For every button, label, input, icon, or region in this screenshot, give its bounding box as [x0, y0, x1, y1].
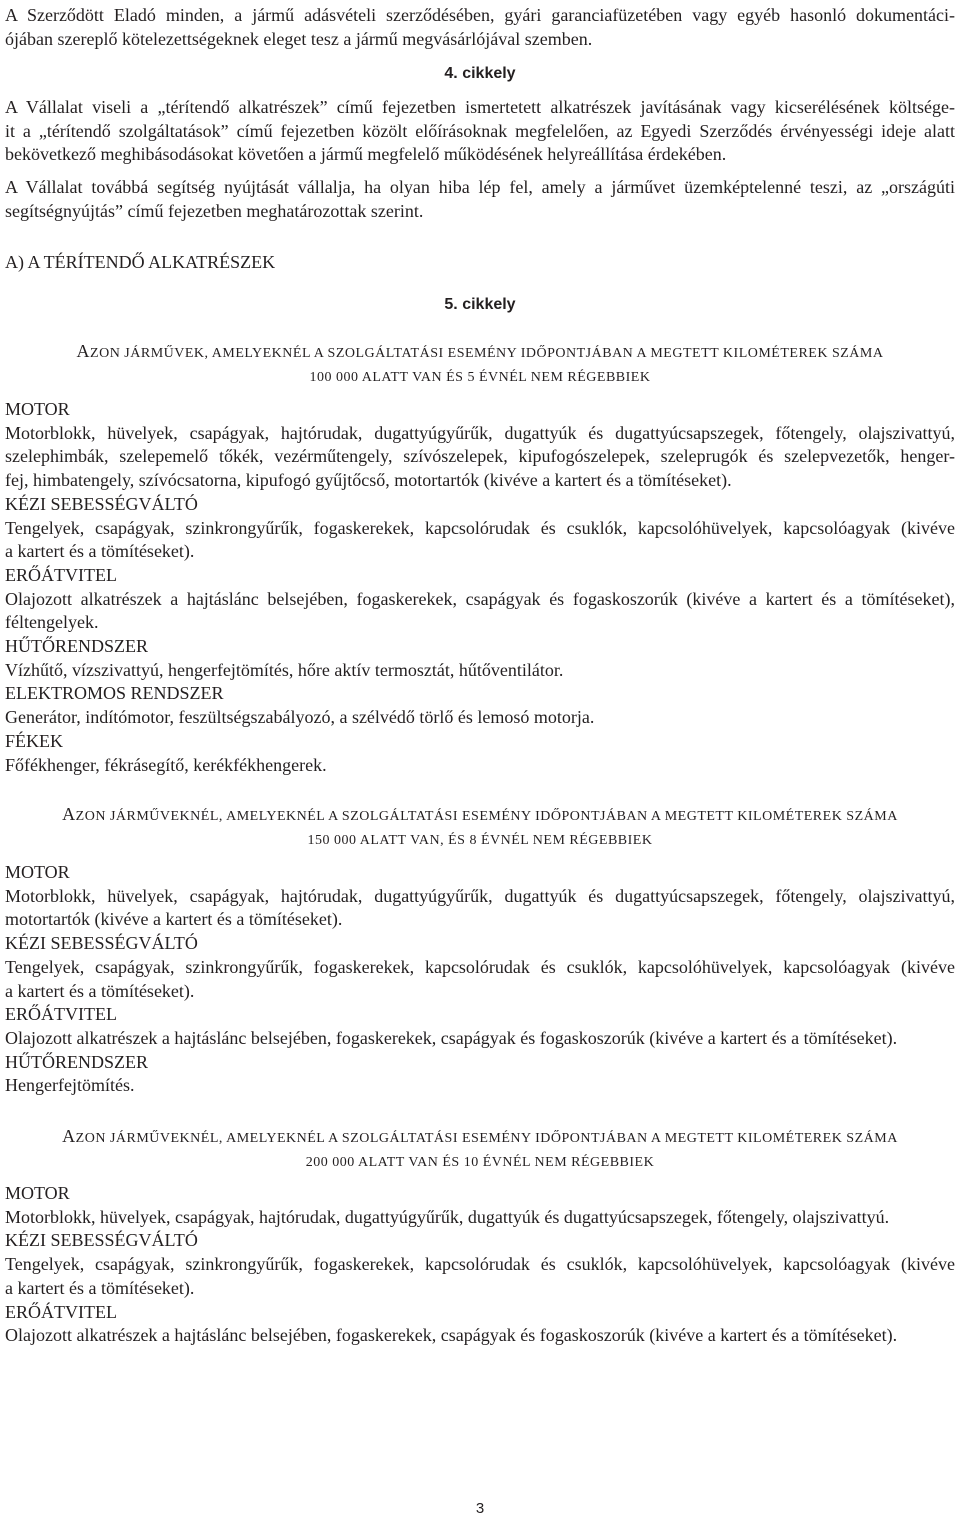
- category-text-line: a kartert és a tömítéseket).: [5, 1277, 195, 1298]
- paragraph-line: ójában szereplő kötelezettségeknek eleget tesz a jármű megvásárlójával szemben.: [5, 28, 593, 49]
- group-1-parts-list: [5, 398, 955, 777]
- category-heading: ERŐÁTVITEL: [5, 564, 117, 585]
- category-text-line: Motorblokk, hüvelyek, csapágyak, hajtórudak, dugattyúgyűrűk, dugattyúk és dugattyúcsapszegek, főtengely, olajszivattyú,: [5, 885, 955, 906]
- group-2-parts-list: [5, 861, 955, 1098]
- category-cooling-system: [5, 635, 955, 682]
- intro-paragraph: [5, 4, 955, 51]
- category-heading: KÉZI SEBESSÉGVÁLTÓ: [5, 1230, 198, 1251]
- condition-line: 200 000 ALATT VAN ÉS 10 ÉVNÉL NEM RÉGEBBIEK: [305, 1154, 655, 1170]
- category-text-line: Tengelyek, csapágyak, szinkrongyűrűk, fogaskerekek, kapcsolórudak és csuklók, kapcsolóhüvelyek, kapcsolóagyak (kivéve: [5, 1254, 955, 1275]
- section-a-heading: A) A TÉRÍTENDŐ ALKATRÉSZEK: [5, 252, 276, 272]
- category-heading: MOTOR: [5, 862, 70, 882]
- category-heading: MOTOR: [5, 1183, 70, 1203]
- category-text-line: Tengelyek, csapágyak, szinkrongyűrűk, fogaskerekek, kapcsolórudak és csuklók, kapcsolóhüvelyek, kapcsolóagyak (kivéve: [5, 517, 955, 538]
- group-2-condition: [5, 803, 955, 852]
- category-heading: HŰTŐRENDSZER: [5, 1051, 148, 1072]
- article-4-paragraph-2: [5, 176, 955, 223]
- category-motor: [5, 398, 955, 493]
- category-text-line: Vízhűtő, vízszivattyú, hengerfejtömítés, hőre aktív termosztát, hűtőventilátor.: [5, 659, 564, 680]
- category-motor: [5, 1182, 955, 1229]
- condition-line: 150 000 ALATT VAN, ÉS 8 ÉVNÉL NEM RÉGEBBIEK: [307, 832, 653, 848]
- page-number: 3: [475, 1500, 485, 1517]
- category-text-line: Generátor, indítómotor, feszültségszabályozó, a szélvédő törlő és lemosó motorja.: [5, 707, 595, 728]
- category-drivetrain: [5, 564, 955, 635]
- category-text-line: Tengelyek, csapágyak, szinkrongyűrűk, fogaskerekek, kapcsolórudak és csuklók, kapcsolóhüvelyek, kapcsolóagyak (kivéve: [5, 956, 955, 977]
- category-drivetrain: [5, 1003, 955, 1050]
- category-text-line: a kartert és a tömítéseket).: [5, 980, 195, 1001]
- paragraph-line: segítségnyújtás” című fejezetben meghatározottak szerint.: [5, 200, 424, 221]
- category-text-line: féltengelyek.: [5, 612, 99, 633]
- paragraph-line: it a „térítendő szolgáltatások” című fejezetben közölt előírásoknak megfelelően, az Egyedi Szerződés érvényességi ideje alatt: [5, 120, 955, 141]
- category-cooling-system: [5, 1051, 955, 1098]
- category-manual-gearbox: [5, 1229, 955, 1300]
- paragraph-line: A Vállalat viseli a „térítendő alkatrészek” című fejezetben ismertetett alkatrészek javításának vagy kicserélésének költsége-: [5, 97, 955, 117]
- category-text-line: a kartert és a tömítéseket).: [5, 541, 195, 562]
- category-text-line: fej, himbatengely, szívócsatorna, kipufogó gyűjtőcső, motortartók (kivéve a kartert és a tömítéseket).: [5, 470, 732, 491]
- paragraph-line: A Vállalat továbbá segítség nyújtását vállalja, ha olyan hiba lép fel, amely a járművet üzemképtelenné teszi, az „országúti: [5, 177, 955, 197]
- category-text-line: szelephimbák, szelepemelő tőkék, vezérműtengely, szívószelepek, kipufogószelepek, szeleprugók és szelepvezetők, henger-: [5, 446, 955, 467]
- condition-line: 100 000 ALATT VAN ÉS 5 ÉVNÉL NEM RÉGEBBIEK: [309, 369, 651, 385]
- category-text-line: Hengerfejtömítés.: [5, 1075, 135, 1096]
- category-drivetrain: [5, 1301, 955, 1348]
- paragraph-line: A Szerződött Eladó minden, a jármű adásvételi szerződésében, gyári garanciafüzetében vagy egyéb hasonló dokumentáci-: [5, 5, 955, 25]
- category-heading: MOTOR: [5, 399, 70, 419]
- category-brakes: [5, 730, 955, 777]
- category-heading: KÉZI SEBESSÉGVÁLTÓ: [5, 933, 198, 954]
- category-text-line: Olajozott alkatrészek a hajtáslánc belsejében, fogaskerekek, csapágyak és fogaskoszorúk (kivéve a kartert és a tömítéseket).: [5, 1325, 898, 1346]
- condition-line: AZON JÁRMŰVEKNÉL, AMELYEKNÉL A SZOLGÁLTATÁSI ESEMÉNY IDŐPONTJÁBAN A MEGTETT KILOMÉTEREK SZÁMA: [62, 1126, 898, 1146]
- article-4-title: 4. cikkely: [444, 65, 516, 82]
- condition-line: AZON JÁRMŰVEK, AMELYEKNÉL A SZOLGÁLTATÁSI ESEMÉNY IDŐPONTJÁBAN A MEGTETT KILOMÉTEREK SZÁMA: [76, 341, 884, 361]
- category-text-line: Olajozott alkatrészek a hajtáslánc belsejében, fogaskerekek, csapágyak és fogaskoszorúk (kivéve a kartert és a tömítéseket).: [5, 1027, 898, 1048]
- category-manual-gearbox: [5, 932, 955, 1003]
- category-heading: ELEKTROMOS RENDSZER: [5, 683, 224, 704]
- group-1-condition: [5, 340, 955, 389]
- category-heading: HŰTŐRENDSZER: [5, 636, 148, 657]
- category-electrical-system: [5, 682, 955, 729]
- article-4-paragraph-1: [5, 96, 955, 167]
- paragraph-line: bekövetkező meghibásodásokat követően a jármű megfelelő működésének helyreállítása érdekében.: [5, 144, 727, 165]
- category-heading: KÉZI SEBESSÉGVÁLTÓ: [5, 493, 198, 514]
- category-text-line: Motorblokk, hüvelyek, csapágyak, hajtórudak, dugattyúgyűrűk, dugattyúk és dugattyúcsapszegek, főtengely, olajszivattyú.: [5, 1206, 890, 1227]
- category-manual-gearbox: [5, 493, 955, 564]
- category-motor: [5, 861, 955, 932]
- article-5-title: 5. cikkely: [444, 296, 516, 313]
- condition-line: AZON JÁRMŰVEKNÉL, AMELYEKNÉL A SZOLGÁLTATÁSI ESEMÉNY IDŐPONTJÁBAN A MEGTETT KILOMÉTEREK SZÁMA: [62, 804, 898, 824]
- category-text-line: Motorblokk, hüvelyek, csapágyak, hajtórudak, dugattyúgyűrűk, dugattyúk és dugattyúcsapszegek, főtengely, olajszivattyú,: [5, 422, 955, 443]
- category-text-line: motortartók (kivéve a kartert és a tömítéseket).: [5, 909, 343, 930]
- category-text-line: Főfékhenger, fékrásegítő, kerékfékhengerek.: [5, 754, 327, 775]
- category-text-line: Olajozott alkatrészek a hajtáslánc belsejében, fogaskerekek, csapágyak és fogaskoszorúk (kivéve a kartert és a tömítéseket),: [5, 588, 955, 609]
- group-3-parts-list: [5, 1182, 955, 1348]
- group-3-condition: [5, 1125, 955, 1174]
- category-heading: FÉKEK: [5, 730, 63, 751]
- category-heading: ERŐÁTVITEL: [5, 1004, 117, 1025]
- category-heading: ERŐÁTVITEL: [5, 1301, 117, 1322]
